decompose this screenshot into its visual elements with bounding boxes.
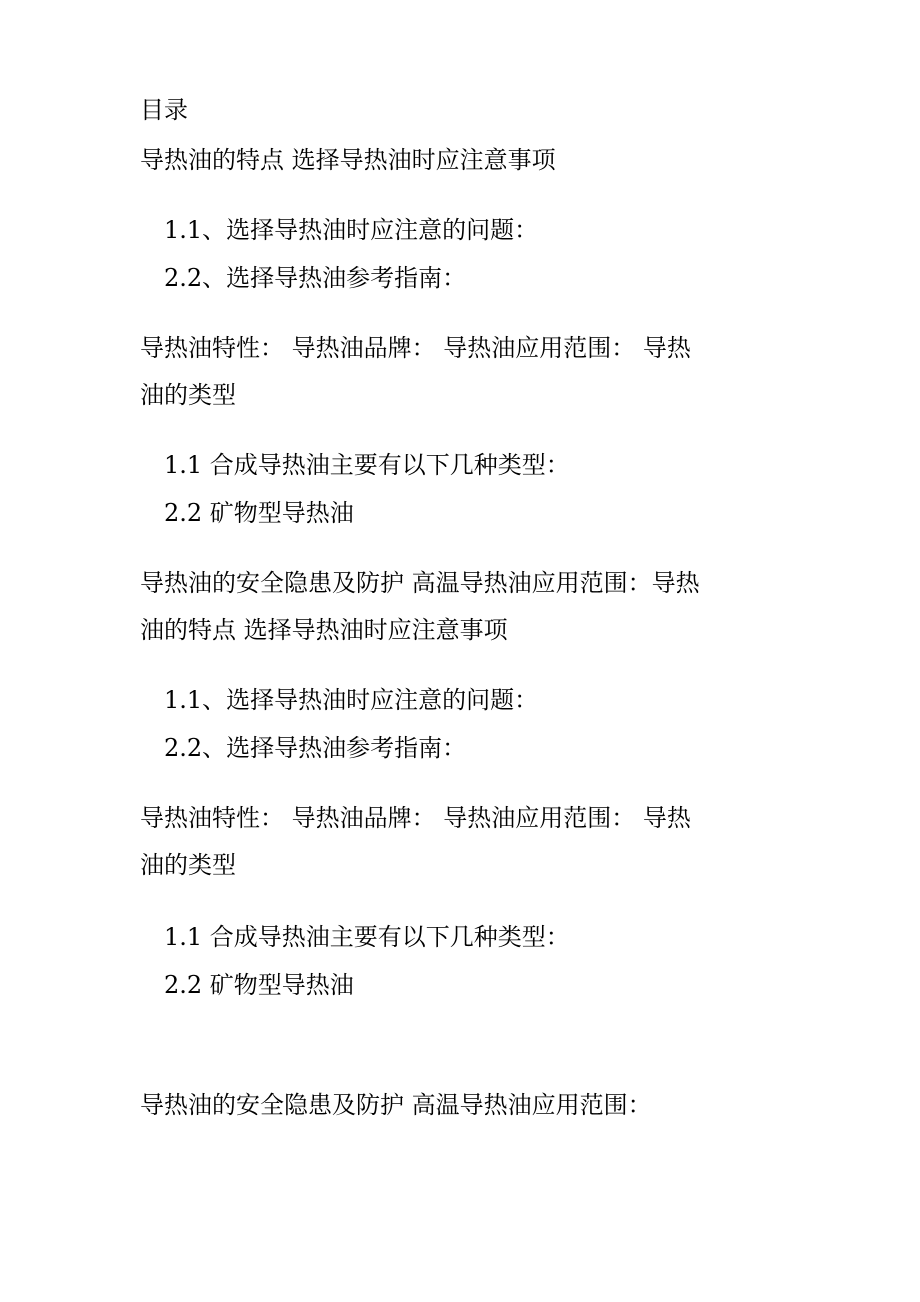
toc-heading: 导热油的安全隐患及防护 高温导热油应用范围：导热 [140,569,700,597]
toc-title: 目录 [140,96,188,124]
toc-heading: 油的类型 [140,381,236,409]
toc-item: 1.1、选择导热油时应注意的问题： [164,216,539,244]
toc-heading: 导热油的安全隐患及防护 高温导热油应用范围： [140,1091,652,1119]
toc-item: 2.2、选择导热油参考指南： [164,264,467,292]
toc-heading: 导热油特性： 导热油品牌： 导热油应用范围： 导热 [140,334,691,362]
toc-item: 2.2 矿物型导热油 [164,499,354,527]
toc-item: 1.1、选择导热油时应注意的问题： [164,686,539,714]
toc-heading: 导热油特性： 导热油品牌： 导热油应用范围： 导热 [140,804,691,832]
toc-item: 1.1 合成导热油主要有以下几种类型： [164,451,570,479]
toc-heading: 油的特点 选择导热油时应注意事项 [140,616,508,644]
toc-item: 2.2 矿物型导热油 [164,971,354,999]
toc-heading: 导热油的特点 选择导热油时应注意事项 [140,146,556,174]
toc-item: 2.2、选择导热油参考指南： [164,734,467,762]
toc-item: 1.1 合成导热油主要有以下几种类型： [164,923,570,951]
toc-heading: 油的类型 [140,851,236,879]
